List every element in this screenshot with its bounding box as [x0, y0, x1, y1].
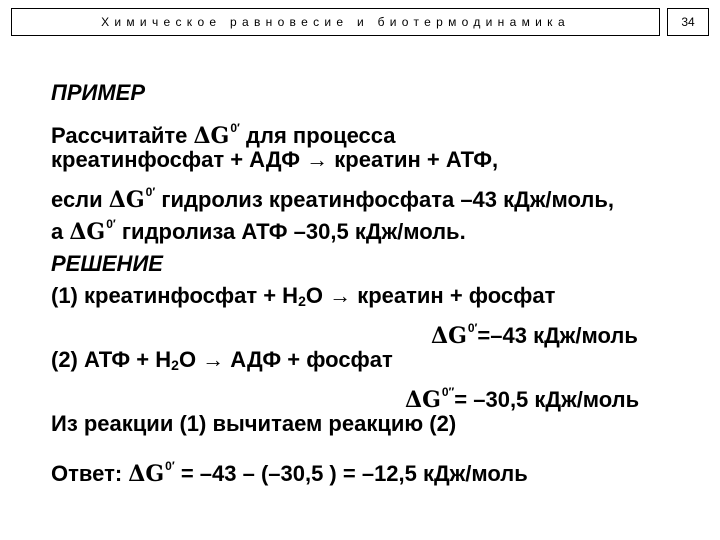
reaction-1-post: О → креатин + фосфат: [305, 283, 556, 308]
page-number: 34: [681, 15, 695, 29]
delta-g-superscript: 0′: [230, 121, 240, 135]
solution-heading: РЕШЕНИЕ: [51, 251, 163, 276]
slide-title: Химическое равновесие и биотермодинамика: [101, 15, 570, 29]
delta-g-symbol: ΔG: [128, 461, 165, 487]
task-line-1-pre: Рассчитайте: [51, 123, 194, 148]
task-line-4-post: гидролиза АТФ –30,5 кДж/моль.: [115, 219, 466, 244]
reaction-2-pre: (2) АТФ + Н: [51, 347, 172, 372]
reaction-2-dg-value: = –30,5 кДж/моль: [454, 387, 640, 412]
delta-g-symbol: ΔG: [193, 123, 230, 149]
delta-g-superscript: 0′: [467, 321, 478, 335]
task-line-3-post: гидролиз креатинфосфата –43 кДж/моль,: [155, 187, 615, 212]
example-heading: ПРИМЕР: [51, 80, 145, 105]
task-line-1: [51, 115, 396, 149]
reaction-1: [51, 283, 555, 309]
reaction-2: [51, 347, 393, 373]
delta-g-symbol: ΔG: [405, 387, 441, 413]
reaction-2-subscript: 2: [171, 357, 179, 373]
reaction-1-pre: (1) креатинфосфат + Н: [51, 283, 299, 308]
reaction-1-dg: [431, 315, 638, 349]
reaction-2-dg: [405, 379, 639, 413]
task-line-3-pre: если: [51, 187, 109, 212]
subtract-note: Из реакции (1) вычитаем реакцию (2): [51, 411, 457, 436]
delta-g-superscript: 0′: [165, 459, 175, 473]
task-line-2: креатинфосфат + АДФ → креатин + АТФ,: [51, 147, 499, 172]
delta-g-superscript-double: 0″: [441, 385, 455, 399]
page-number-box: [667, 8, 709, 36]
slide-header: [11, 8, 660, 36]
answer-post: = –43 – (–30,5 ) = –12,5 кДж/моль: [174, 461, 528, 486]
answer-line: [51, 453, 528, 487]
task-line-1-post: для процесса: [239, 123, 396, 148]
reaction-2-post: О → АДФ + фосфат: [178, 347, 393, 372]
delta-g-symbol: ΔG: [69, 219, 106, 245]
reaction-1-subscript: 2: [298, 293, 306, 309]
delta-g-superscript: 0′: [106, 217, 116, 231]
task-line-4: [51, 211, 466, 245]
reaction-1-dg-value: =–43 кДж/моль: [477, 323, 638, 348]
task-line-4-pre: а: [51, 219, 70, 244]
delta-g-superscript: 0′: [145, 185, 156, 199]
delta-g-symbol: ΔG: [108, 187, 145, 213]
answer-pre: Ответ:: [51, 461, 129, 486]
delta-g-symbol: ΔG: [431, 323, 467, 349]
task-line-3: [51, 179, 614, 213]
